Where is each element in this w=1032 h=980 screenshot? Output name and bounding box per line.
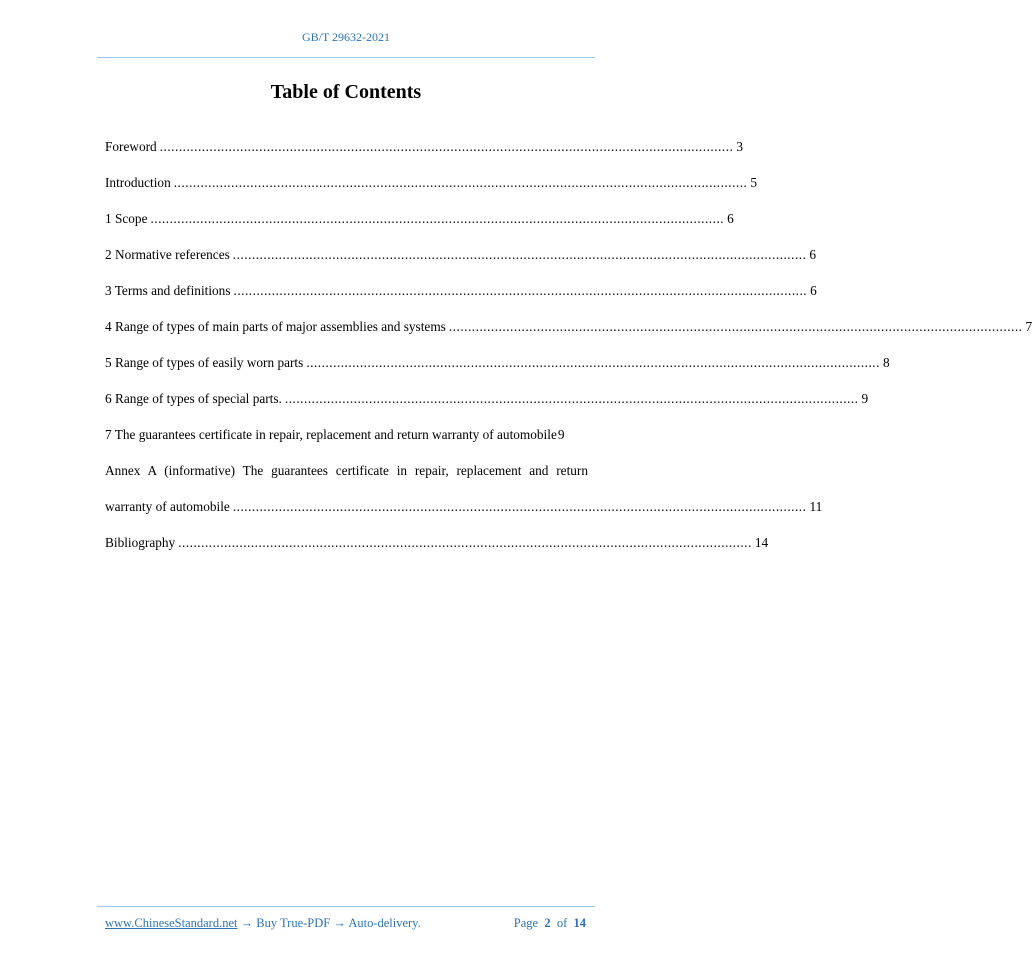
footer-links xyxy=(105,916,421,931)
toc-entry-page: 3 xyxy=(736,139,743,154)
auto-delivery-text: Auto-delivery. xyxy=(348,916,421,930)
toc-entry-annex-a-continued[interactable] xyxy=(105,496,823,532)
toc-entry-label: 7 The guarantees certificate in repair, replacement and return warranty of automobile xyxy=(105,427,557,442)
page-title: Table of Contents xyxy=(270,81,422,103)
toc-entry-label: 5 Range of types of easily worn parts xyxy=(105,355,304,370)
table-of-contents xyxy=(105,136,1032,568)
toc-entry-scope[interactable] xyxy=(105,208,734,244)
toc-leader-dots: ...................................................................................................................................................... xyxy=(284,391,859,406)
toc-entry-page: 9 xyxy=(861,391,869,406)
toc-leader-dots: ...................................................................................................................................................... xyxy=(232,499,807,514)
buy-true-pdf-link[interactable]: Buy True-PDF xyxy=(256,916,331,930)
toc-entry-foreword[interactable] xyxy=(105,136,743,172)
toc-leader-dots: ...................................................................................................................................................... xyxy=(233,283,808,298)
toc-entry-easily-worn-parts[interactable] xyxy=(105,352,890,388)
toc-entry-bibliography[interactable] xyxy=(105,532,769,568)
header-divider xyxy=(97,57,595,58)
arrow-right-icon: → xyxy=(333,916,346,930)
toc-entry-page: 11 xyxy=(809,499,823,514)
site-link[interactable]: www.ChineseStandard.net xyxy=(105,916,238,930)
toc-entry-introduction[interactable] xyxy=(105,172,758,208)
toc-entry-label: 6 Range of types of special parts. xyxy=(105,391,282,406)
toc-leader-dots: ...................................................................................................................................................... xyxy=(232,247,807,262)
toc-entry-label: 4 Range of types of main parts of major assemblies and systems xyxy=(105,319,446,334)
toc-leader-dots: ...................................................................................................................................................... xyxy=(159,139,734,154)
toc-entry-page: 14 xyxy=(754,535,769,550)
footer-divider xyxy=(97,906,595,907)
toc-leader-dots: ...................................................................................................................................................... xyxy=(178,535,752,550)
toc-entry-page: 9 xyxy=(557,427,565,442)
toc-entry-label: Bibliography xyxy=(105,535,176,550)
toc-entry-main-parts[interactable] xyxy=(105,316,1032,352)
running-header: GB/T 29632-2021 xyxy=(301,30,391,44)
toc-entry-annex-a[interactable] xyxy=(105,460,588,496)
toc-entry-terms-and-definitions[interactable] xyxy=(105,280,817,316)
arrow-right-icon: → xyxy=(240,916,254,930)
toc-leader-dots: ...................................................................................................................................................... xyxy=(173,175,748,190)
toc-entry-label: Annex A (informative) The guarantees certificate in repair, replacement and return xyxy=(105,463,588,478)
toc-entry-label: Foreword xyxy=(105,139,157,154)
toc-entry-label: warranty of automobile xyxy=(105,499,230,514)
toc-entry-normative-references[interactable] xyxy=(105,244,817,280)
toc-entry-special-parts[interactable] xyxy=(105,388,869,424)
toc-leader-dots: ...................................................................................................................................................... xyxy=(150,211,725,226)
page-indicator xyxy=(514,916,586,931)
toc-entry-page: 5 xyxy=(750,175,758,190)
toc-entry-label: Introduction xyxy=(105,175,171,190)
toc-entry-label: 3 Terms and definitions xyxy=(105,283,231,298)
of-word: of xyxy=(556,916,568,930)
current-page-number: 2 xyxy=(544,916,551,930)
toc-entry-page: 6 xyxy=(809,247,817,262)
toc-leader-dots: ...................................................................................................................................................... xyxy=(306,355,880,370)
toc-entry-page: 6 xyxy=(810,283,817,298)
total-pages-number: 14 xyxy=(573,916,586,930)
toc-entry-page: 6 xyxy=(727,211,734,226)
toc-entry-label: 2 Normative references xyxy=(105,247,230,262)
toc-entry-label: 1 Scope xyxy=(105,211,148,226)
toc-entry-page: 8 xyxy=(882,355,890,370)
toc-leader-dots: ...................................................................................................................................................... xyxy=(448,319,1023,334)
toc-entry-page: 7 xyxy=(1025,319,1032,334)
page-word: Page xyxy=(513,916,539,930)
toc-entry-guarantees-certificate[interactable] xyxy=(105,424,588,460)
